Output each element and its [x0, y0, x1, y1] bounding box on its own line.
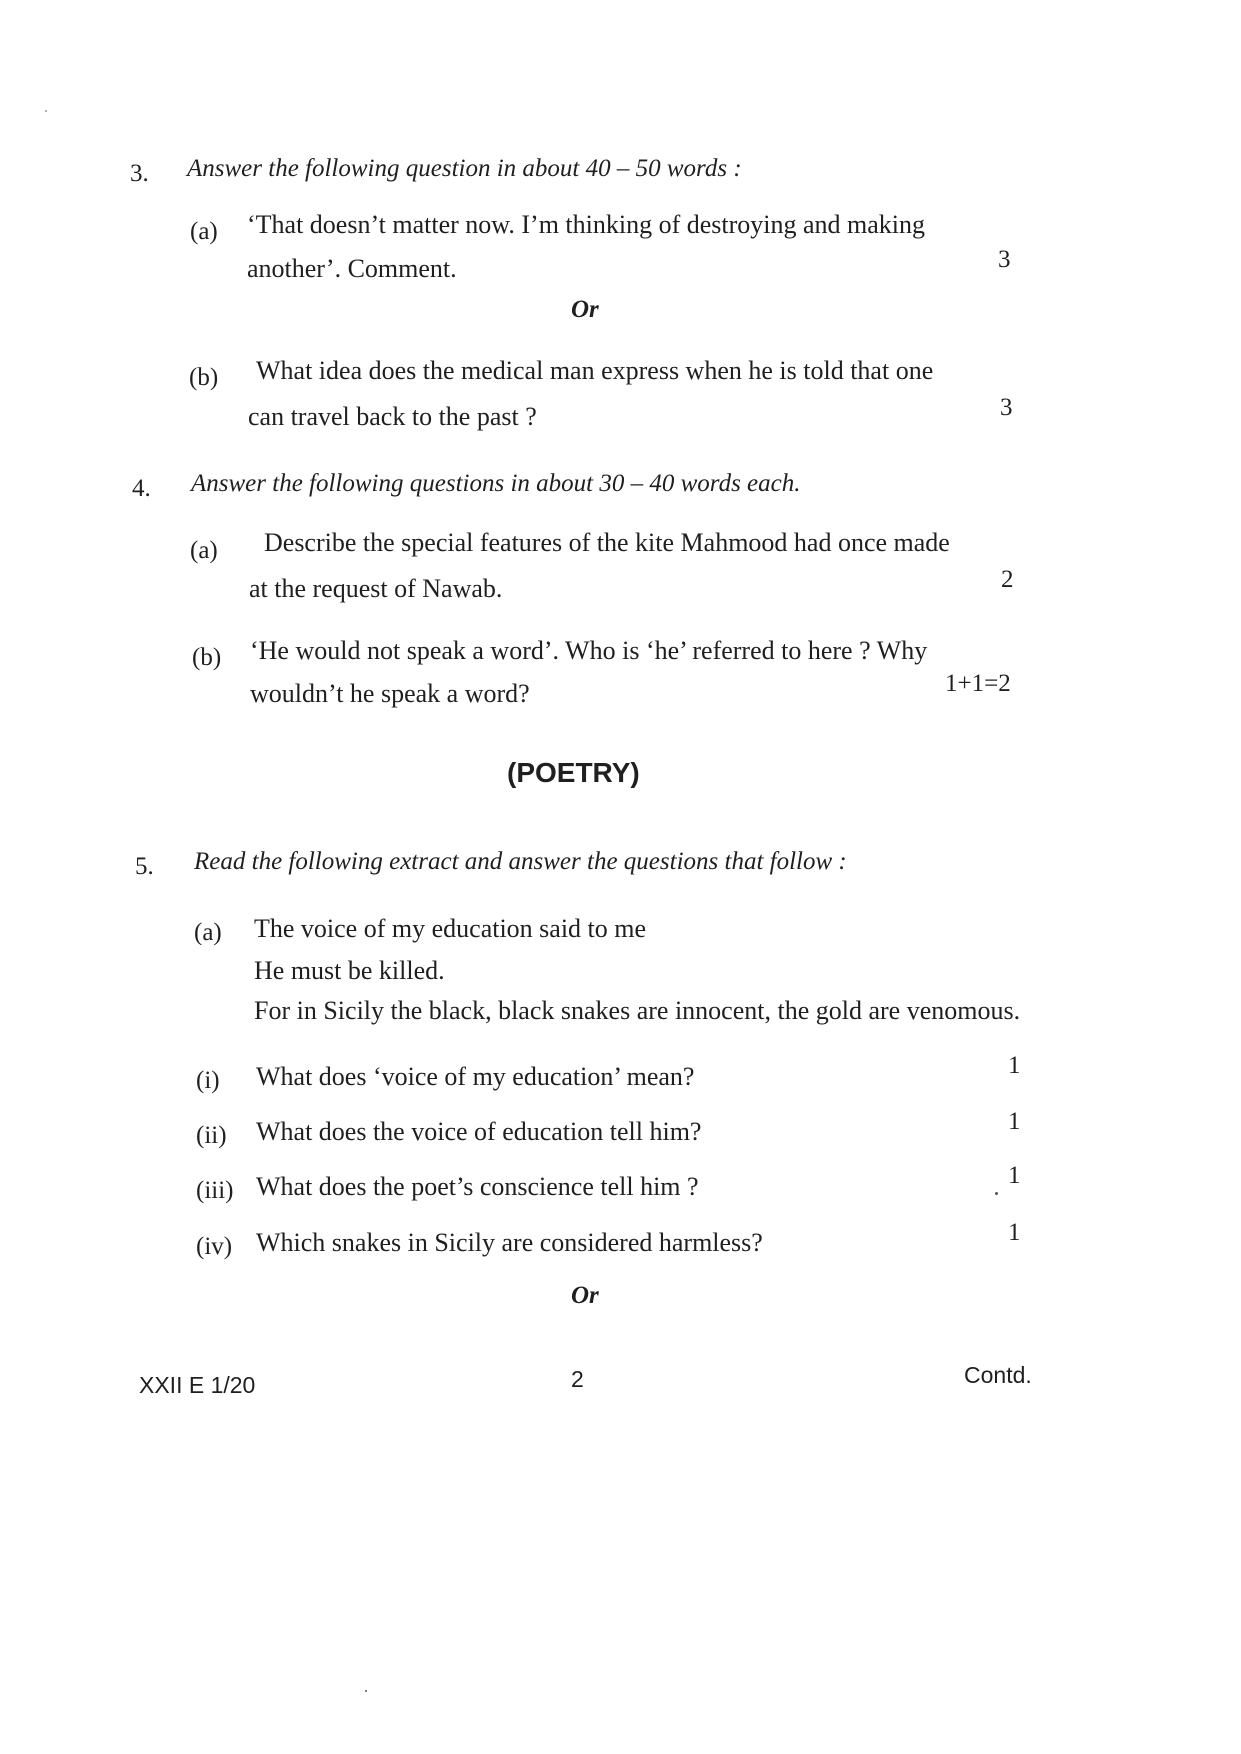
question-instruction: Read the following extract and answer the questions that follow : [194, 848, 847, 875]
part-text-line: can travel back to the past ? [248, 402, 537, 431]
extract-line: For in Sicily the black, black snakes are innocent, the gold are venomous. [254, 996, 1021, 1025]
sub-question-label: (ii) [196, 1122, 227, 1149]
sub-question-text: Which snakes in Sicily are considered harmless? [256, 1228, 763, 1257]
part-label: (a) [190, 218, 218, 245]
page-number: 2 [571, 1366, 584, 1392]
marks: 1+1=2 [945, 670, 1011, 697]
marks: 1 [1008, 1108, 1021, 1135]
continued-label: Contd. [964, 1362, 1032, 1388]
part-text-line: What idea does the medical man express when he is told that one [256, 356, 934, 385]
extract-line: The voice of my education said to me [254, 914, 647, 943]
extract-label: (a) [194, 919, 222, 946]
marks: 3 [998, 246, 1011, 273]
part-label: (b) [192, 644, 222, 671]
scan-speck [45, 110, 47, 112]
part-text-line: ‘That doesn’t matter now. I’m thinking of destroying and making [247, 210, 926, 239]
sub-question-text: What does the voice of education tell him? [256, 1117, 702, 1146]
marks: 1 [1008, 1219, 1021, 1246]
part-text-line: Describe the special features of the kite Mahmood had once made [264, 528, 950, 557]
part-label: (b) [189, 364, 219, 391]
question-instruction: Answer the following questions in about 30 – 40 words each. [191, 470, 801, 497]
question-number: 4. [132, 475, 151, 502]
part-text-line: wouldn’t he speak a word? [250, 679, 530, 708]
question-number: 5. [135, 853, 154, 880]
scan-speck [995, 1192, 998, 1195]
part-text-line: at the request of Nawab. [249, 574, 503, 603]
marks: 3 [1000, 394, 1013, 421]
section-heading: (POETRY) [507, 757, 640, 788]
sub-question-text: What does ‘voice of my education’ mean? [256, 1062, 695, 1091]
part-label: (a) [190, 537, 218, 564]
part-text-line: another’. Comment. [247, 254, 457, 283]
marks: 1 [1008, 1052, 1021, 1079]
question-instruction: Answer the following question in about 40 – 50 words : [187, 155, 742, 182]
marks: 2 [1001, 566, 1014, 593]
sub-question-label: (iv) [196, 1233, 233, 1260]
sub-question-label: (iii) [196, 1177, 234, 1204]
marks: 1 [1008, 1162, 1021, 1189]
part-text-line: ‘He would not speak a word’. Who is ‘he’ referred to here ? Why [250, 636, 928, 665]
sub-question-text: What does the poet’s conscience tell him ? [256, 1172, 699, 1201]
or-separator: Or [571, 296, 599, 323]
question-number: 3. [130, 160, 149, 187]
paper-code: XXII E 1/20 [139, 1372, 256, 1398]
extract-line: He must be killed. [254, 956, 445, 985]
or-separator: Or [571, 1282, 599, 1309]
scan-speck [365, 1690, 367, 1692]
sub-question-label: (i) [196, 1067, 220, 1094]
